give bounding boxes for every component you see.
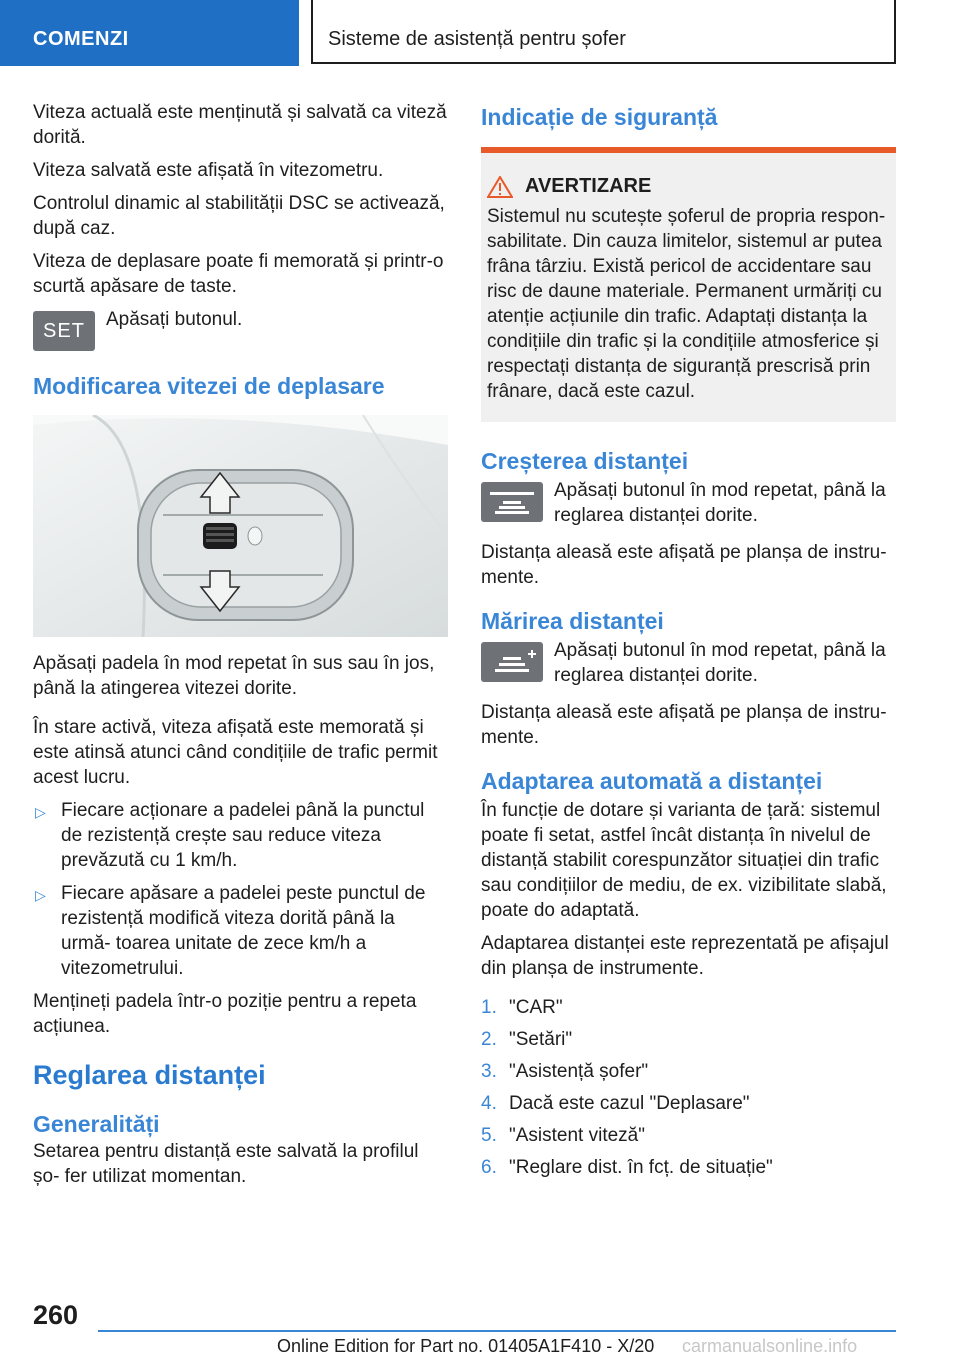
step-text: "Asistent viteză" xyxy=(509,1125,645,1146)
heading-safety: Indicație de siguranță xyxy=(481,104,718,130)
set-button-icon xyxy=(33,311,95,351)
paragraph: Distanța aleasă este afișată pe planșa de instru- mente. xyxy=(481,702,887,748)
list-item xyxy=(33,798,448,873)
increase-instruction: Apăsați butonul în mod repetat, până la reglarea distanței dorite. xyxy=(554,480,886,526)
step-text: "Setări" xyxy=(509,1029,573,1050)
set-button-instruction xyxy=(33,307,448,357)
step-number: 6. xyxy=(481,1157,497,1178)
distance-increase-button-icon xyxy=(481,482,543,522)
heading-general: Generalități xyxy=(33,1111,160,1137)
step-number: 3. xyxy=(481,1061,497,1082)
list-item xyxy=(481,1091,896,1116)
edition-text: Online Edition for Part no. 01405A1F410 - X/20 xyxy=(277,1336,655,1356)
paragraph: Controlul dinamic al stabilității DSC se activează, după caz. xyxy=(33,193,445,239)
list-item xyxy=(481,1027,896,1052)
step-text: "Asistență șofer" xyxy=(509,1061,649,1082)
section-tab xyxy=(0,0,299,66)
steering-wheel-image xyxy=(33,415,448,637)
distance-plus-icon xyxy=(487,649,537,675)
step-number: 2. xyxy=(481,1029,497,1050)
page-number: 260 xyxy=(33,1300,79,1330)
paragraph: În stare activă, viteza afișată este memorată și este atinsă atunci când condițiile de trafic permit acest lucru. xyxy=(33,717,438,788)
list-item xyxy=(481,1123,896,1148)
paragraph: Mențineți padela într-o poziție pentru a repeta acțiunea. xyxy=(33,991,417,1037)
step-text: "Reglare dist. în fcț. de situație" xyxy=(509,1157,773,1178)
warning-text: Sistemul nu scutește șoferul de propria respon- sabilitate. Din cauza limitelor, sistemul ar putea frâna târziu. Există pericol de accidentare sau risc de daune materiale. Permanent urmăriți cu atenție acțiunile din trafic. Adaptați distanța la condițiile din trafic și la condițiile atmosferice și respectați distanța de siguranță prescrisă prin frânare, dacă este cazul. xyxy=(487,206,886,402)
increase-button-instruction xyxy=(481,478,896,532)
chapter-title: Sisteme de asistență pentru șofer xyxy=(328,28,626,50)
watermark: carmanualsonline.info xyxy=(682,1336,858,1356)
paragraph: Viteza salvată este afișată în vitezometru. xyxy=(33,160,384,181)
heading-increase-distance: Creșterea distanței xyxy=(481,448,689,474)
warning-box xyxy=(481,147,896,422)
list-item xyxy=(33,881,448,981)
list-item-text: Fiecare acționare a padelei până la punctul de rezistență crește sau reduce viteza prevăzută cu 1 km/h. xyxy=(61,800,425,871)
paragraph: Adaptarea distanței este reprezentată pe afișajul din planșa de instrumente. xyxy=(481,933,889,979)
steering-wheel-controls-icon xyxy=(33,415,448,637)
heading-modify-speed: Modificarea vitezei de deplasare xyxy=(33,373,385,399)
steps-list xyxy=(481,995,896,1180)
step-text: "CAR" xyxy=(509,997,563,1018)
set-button-label: SET xyxy=(43,319,85,342)
right-column xyxy=(481,100,896,1187)
section-title: COMENZI xyxy=(33,28,129,50)
left-column xyxy=(33,100,448,1197)
warning-title: AVERTIZARE xyxy=(525,175,652,197)
paragraph: În funcție de dotare și varianta de țară: sistemul poate fi setat, astfel încât distanța în nivelul de distanță stabilit corespunzător situației din trafic sau condițiilor de mediu, de ex. vizibilitate slabă, poate do adaptată. xyxy=(481,800,887,921)
list-item-text: Fiecare apăsare a padelei peste punctul de rezistență modifică viteza dorită până la urmă- toarea unitate de zece km/h a vitezometrului. xyxy=(61,883,426,979)
paragraph: Setarea pentru distanță este salvată la profilul șo- fer utilizat momentan. xyxy=(33,1141,419,1187)
footer-divider xyxy=(98,1330,896,1332)
paragraph: Distanța aleasă este afișată pe planșa de instru- mente. xyxy=(481,542,887,588)
step-number: 4. xyxy=(481,1093,497,1114)
triangle-bullet-icon: ▷ xyxy=(35,887,46,903)
heading-distance: Reglarea distanței xyxy=(33,1060,266,1090)
enlarge-button-instruction xyxy=(481,638,896,692)
heading-auto-distance: Adaptarea automată a distanței xyxy=(481,768,823,794)
paragraph: Viteza de deplasare poate fi memorată și printr-o scurtă apăsare de taste. xyxy=(33,251,444,297)
warning-triangle-icon xyxy=(487,176,513,198)
set-instruction: Apăsați butonul. xyxy=(106,309,243,330)
list-item xyxy=(481,1059,896,1084)
step-text: Dacă este cazul "Deplasare" xyxy=(509,1093,750,1114)
chapter-header xyxy=(311,0,896,64)
enlarge-instruction: Apăsați butonul în mod repetat, până la reglarea distanței dorite. xyxy=(554,640,886,686)
distance-bars-icon xyxy=(487,489,537,515)
paragraph: Apăsați padela în mod repetat în sus sau în jos, până la atingerea vitezei dorite. xyxy=(33,653,435,699)
step-number: 5. xyxy=(481,1125,497,1146)
distance-plus-button-icon xyxy=(481,642,543,682)
triangle-bullet-icon: ▷ xyxy=(35,804,46,820)
paragraph: Viteza actuală este menținută și salvată ca viteză dorită. xyxy=(33,102,447,148)
warning-header xyxy=(487,175,888,198)
heading-enlarge-distance: Mărirea distanței xyxy=(481,608,664,634)
step-number: 1. xyxy=(481,997,497,1018)
list-item xyxy=(481,1155,896,1180)
list-item xyxy=(481,995,896,1020)
